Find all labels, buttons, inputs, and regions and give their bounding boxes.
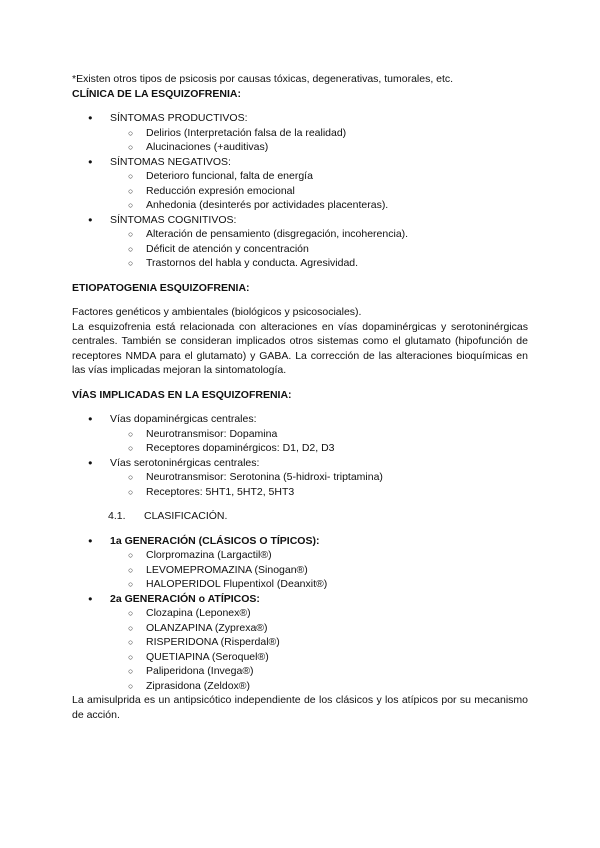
etiopatogenia-p1: Factores genéticos y ambientales (biológicos y psicosociales). — [72, 306, 362, 318]
list-item: ● Vías serotoninérgicas centrales: — [72, 456, 528, 471]
list-item: ○ Anhedonia (desinterés por actividades placenteras). — [72, 198, 528, 213]
list-item: ○ Paliperidona (Invega®) — [72, 664, 528, 679]
clasificacion-heading — [72, 509, 528, 524]
list-item: ○ Receptores: 5HT1, 5HT2, 5HT3 — [72, 485, 528, 500]
list-item: ● SÍNTOMAS NEGATIVOS: — [72, 155, 528, 170]
list-item: ○ QUETIAPINA (Seroquel®) — [72, 650, 528, 665]
list-item: ○ OLANZAPINA (Zyprexa®) — [72, 621, 528, 636]
list-item: ○ Clozapina (Leponex®) — [72, 606, 528, 621]
etiopatogenia-heading: ETIOPATOGENIA ESQUIZOFRENIA: — [72, 281, 250, 294]
document-page — [72, 72, 528, 722]
clinica-list — [72, 111, 528, 271]
list-item: ○ Ziprasidona (Zeldox®) — [72, 679, 528, 694]
list-item: ○ Delirios (Interpretación falsa de la realidad) — [72, 126, 528, 141]
section-number: 4.1. — [108, 510, 126, 522]
list-item: ● SÍNTOMAS PRODUCTIVOS: — [72, 111, 528, 126]
intro-note: *Existen otros tipos de psicosis por causas tóxicas, degenerativas, tumorales, etc. — [72, 73, 454, 85]
etiopatogenia-p2: La esquizofrenia está relacionada con alteraciones en vías dopaminérgicas y serotoninérgicas centrales. También se consideran implicados otros sistemas como el glutamato (hipofunción de receptores NMDA para el glutamato) y GABA. La corrección de las alteraciones bioquímicas en las vías implicadas mejoran la sintomatología. — [72, 320, 528, 376]
clinica-heading: CLÍNICA DE LA ESQUIZOFRENIA: — [72, 87, 241, 100]
section-title: CLASIFICACIÓN. — [144, 510, 228, 522]
list-item: ○ Alteración de pensamiento (disgregación, incoherencia). — [72, 227, 528, 242]
list-item: ○ RISPERIDONA (Risperdal®) — [72, 635, 528, 650]
closing-paragraph: La amisulprida es un antipsicótico independiente de los clásicos y los atípicos por su mecanismo de acción. — [72, 694, 528, 721]
list-item: ● Vías dopaminérgicas centrales: — [72, 412, 528, 427]
list-item: ○ Alucinaciones (+auditivas) — [72, 140, 528, 155]
list-item: ● SÍNTOMAS COGNITIVOS: — [72, 213, 528, 228]
list-item: ● 2a GENERACIÓN o ATÍPICOS: — [72, 592, 528, 607]
list-item: ○ Trastornos del habla y conducta. Agresividad. — [72, 256, 528, 271]
list-item: ○ Reducción expresión emocional — [72, 184, 528, 199]
list-item: ● 1a GENERACIÓN (CLÁSICOS O TÍPICOS): — [72, 534, 528, 549]
list-item: ○ LEVOMEPROMAZINA (Sinogan®) — [72, 563, 528, 578]
list-item: ○ HALOPERIDOL Flupentixol (Deanxit®) — [72, 577, 528, 592]
list-item: ○ Receptores dopaminérgicos: D1, D2, D3 — [72, 441, 528, 456]
list-item: ○ Neurotransmisor: Serotonina (5-hidroxi- triptamina) — [72, 470, 528, 485]
vias-list — [72, 412, 528, 499]
list-item: ○ Deterioro funcional, falta de energía — [72, 169, 528, 184]
clasificacion-list — [72, 534, 528, 694]
list-item: ○ Neurotransmisor: Dopamina — [72, 427, 528, 442]
list-item: ○ Déficit de atención y concentración — [72, 242, 528, 257]
vias-heading: VÍAS IMPLICADAS EN LA ESQUIZOFRENIA: — [72, 388, 292, 401]
list-item: ○ Clorpromazina (Largactil®) — [72, 548, 528, 563]
